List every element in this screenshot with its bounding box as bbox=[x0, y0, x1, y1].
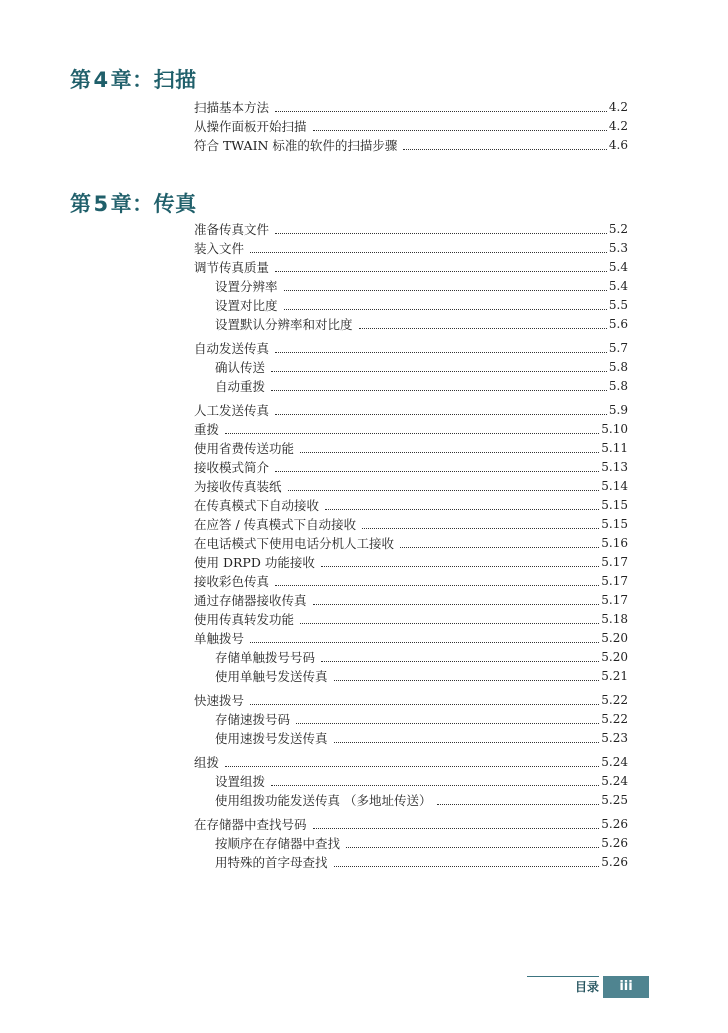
toc-subentry[interactable] bbox=[194, 294, 628, 313]
toc-page-number: 5.7 bbox=[608, 341, 628, 355]
dot-leader bbox=[271, 389, 607, 391]
chapter-suffix: 章： bbox=[110, 68, 154, 92]
toc-subentry[interactable] bbox=[194, 789, 628, 808]
toc-entry-title: 在传真模式下自动接收 bbox=[194, 498, 320, 513]
toc-entry[interactable] bbox=[194, 399, 628, 418]
toc-subentry[interactable] bbox=[194, 275, 628, 294]
toc-entry[interactable] bbox=[194, 570, 628, 589]
toc-page-number: 5.21 bbox=[601, 669, 628, 683]
toc-page-number: 5.6 bbox=[608, 317, 628, 331]
toc-page-number: 5.8 bbox=[608, 360, 628, 374]
dot-leader bbox=[284, 308, 607, 310]
toc-entry-title: 快速拨号 bbox=[194, 693, 245, 708]
toc-page-number: 5.14 bbox=[601, 479, 628, 493]
toc-entry[interactable] bbox=[194, 456, 628, 475]
dot-leader bbox=[334, 865, 600, 867]
chapter-prefix: 第 bbox=[70, 192, 92, 216]
dot-leader bbox=[250, 251, 607, 253]
toc-entry-title: 人工发送传真 bbox=[194, 403, 270, 418]
toc-subentry[interactable] bbox=[194, 646, 628, 665]
dot-leader bbox=[284, 289, 607, 291]
toc-entry-title: 准备传真文件 bbox=[194, 222, 270, 237]
toc-subentry[interactable] bbox=[194, 708, 628, 727]
toc-page-number: 5.26 bbox=[601, 836, 628, 850]
toc-entry[interactable] bbox=[194, 134, 628, 153]
toc-subentry[interactable] bbox=[194, 770, 628, 789]
toc-entry-title: 设置默认分辨率和对比度 bbox=[215, 317, 353, 332]
dot-leader bbox=[346, 846, 599, 848]
toc-entry[interactable] bbox=[194, 256, 628, 275]
toc-subentry[interactable] bbox=[194, 665, 628, 684]
toc-entry[interactable] bbox=[194, 513, 628, 532]
dot-leader bbox=[250, 641, 599, 643]
toc-page-number: 5.4 bbox=[608, 279, 628, 293]
toc-entry-title: 在存储器中查找号码 bbox=[194, 817, 307, 832]
dot-leader bbox=[275, 110, 607, 112]
chapter-suffix: 章： bbox=[110, 192, 154, 216]
toc-page-number: 5.5 bbox=[608, 298, 628, 312]
dot-leader bbox=[313, 827, 600, 829]
dot-leader bbox=[300, 451, 599, 453]
chapter-number: 5 bbox=[93, 192, 109, 216]
dot-leader bbox=[300, 622, 599, 624]
dot-leader bbox=[275, 232, 607, 234]
dot-leader bbox=[275, 351, 607, 353]
toc-entry[interactable] bbox=[194, 96, 628, 115]
dot-leader bbox=[275, 270, 607, 272]
dot-leader bbox=[271, 370, 607, 372]
toc-chapter-4 bbox=[194, 96, 628, 153]
dot-leader bbox=[275, 413, 607, 415]
toc-chapter-5 bbox=[194, 218, 628, 870]
toc-entry-title: 接收彩色传真 bbox=[194, 574, 270, 589]
toc-entry-title: 扫描基本方法 bbox=[194, 100, 270, 115]
toc-entry-title: 按顺序在存储器中查找 bbox=[215, 836, 341, 851]
toc-subentry[interactable] bbox=[194, 832, 628, 851]
toc-entry-title: 使用组拨功能发送传真 （多地址传送） bbox=[215, 793, 432, 808]
toc-page-number: 5.17 bbox=[601, 574, 628, 588]
dot-leader bbox=[288, 489, 600, 491]
toc-page-number: 5.4 bbox=[608, 260, 628, 274]
toc-entry[interactable] bbox=[194, 494, 628, 513]
toc-page-number: 5.16 bbox=[601, 536, 628, 550]
toc-page-number: 5.24 bbox=[601, 774, 628, 788]
dot-leader bbox=[275, 584, 599, 586]
dot-leader bbox=[225, 432, 599, 434]
toc-entry-title: 使用省费传送功能 bbox=[194, 441, 295, 456]
chapter-title: 扫描 bbox=[153, 68, 197, 92]
chapter-prefix: 第 bbox=[70, 68, 92, 92]
toc-page-number: 5.11 bbox=[601, 441, 628, 455]
toc-page-number: 4.2 bbox=[608, 100, 628, 114]
dot-leader bbox=[400, 546, 599, 548]
toc-page-number: 5.17 bbox=[601, 555, 628, 569]
toc-entry[interactable] bbox=[194, 751, 628, 770]
toc-entry-title: 组拨 bbox=[194, 755, 220, 770]
dot-leader bbox=[325, 508, 599, 510]
toc-entry[interactable] bbox=[194, 437, 628, 456]
toc-page-number: 5.15 bbox=[601, 498, 628, 512]
toc-entry-title: 用特殊的首字母查找 bbox=[215, 855, 328, 870]
toc-page-number: 4.2 bbox=[608, 119, 628, 133]
toc-entry-title: 自动重拨 bbox=[215, 379, 266, 394]
toc-entry-title: 设置对比度 bbox=[215, 298, 278, 313]
toc-entry-title: 重拨 bbox=[194, 422, 220, 437]
toc-entry-title: 符合 TWAIN 标准的软件的扫描步骤 bbox=[194, 138, 398, 153]
dot-leader bbox=[359, 327, 607, 329]
dot-leader bbox=[362, 527, 599, 529]
toc-page-number: 5.22 bbox=[601, 693, 628, 707]
toc-page-number: 5.24 bbox=[601, 755, 628, 769]
chapter-4-heading bbox=[70, 64, 197, 94]
toc-page-number: 5.2 bbox=[608, 222, 628, 236]
dot-leader bbox=[313, 129, 607, 131]
toc-page-number: 5.20 bbox=[601, 631, 628, 645]
toc-entry-title: 单触拨号 bbox=[194, 631, 245, 646]
toc-entry[interactable] bbox=[194, 608, 628, 627]
toc-page-number: 5.8 bbox=[608, 379, 628, 393]
dot-leader bbox=[225, 765, 599, 767]
dot-leader bbox=[437, 803, 599, 805]
toc-page-number: 5.15 bbox=[601, 517, 628, 531]
toc-entry-title: 从操作面板开始扫描 bbox=[194, 119, 307, 134]
toc-subentry[interactable] bbox=[194, 375, 628, 394]
toc-entry[interactable] bbox=[194, 237, 628, 256]
toc-subentry[interactable] bbox=[194, 727, 628, 746]
toc-page-number: 5.3 bbox=[608, 241, 628, 255]
toc-entry-title: 接收模式简介 bbox=[194, 460, 270, 475]
toc-entry[interactable] bbox=[194, 627, 628, 646]
toc-page-number: 5.17 bbox=[601, 593, 628, 607]
toc-entry-title: 装入文件 bbox=[194, 241, 245, 256]
toc-page-number: 5.25 bbox=[601, 793, 628, 807]
dot-leader bbox=[334, 679, 600, 681]
toc-subentry[interactable] bbox=[194, 313, 628, 332]
toc-entry-title: 存储单触拨号号码 bbox=[215, 650, 316, 665]
toc-entry-title: 在电话模式下使用电话分机人工接收 bbox=[194, 536, 395, 551]
footer-section-label: 目录 bbox=[574, 980, 599, 994]
toc-entry-title: 通过存储器接收传真 bbox=[194, 593, 307, 608]
chapter-5-heading bbox=[70, 188, 197, 218]
toc-page-number: 5.20 bbox=[601, 650, 628, 664]
toc-page-number: 5.26 bbox=[601, 855, 628, 869]
toc-page-number: 5.22 bbox=[601, 712, 628, 726]
toc-entry[interactable] bbox=[194, 115, 628, 134]
toc-entry-title: 调节传真质量 bbox=[194, 260, 270, 275]
toc-entry-title: 自动发送传真 bbox=[194, 341, 270, 356]
dot-leader bbox=[275, 470, 599, 472]
toc-page-number: 5.9 bbox=[608, 403, 628, 417]
toc-entry-title: 使用传真转发功能 bbox=[194, 612, 295, 627]
dot-leader bbox=[321, 660, 599, 662]
toc-entry-title: 使用 DRPD 功能接收 bbox=[194, 555, 315, 570]
footer-rule bbox=[527, 976, 599, 977]
toc-entry[interactable] bbox=[194, 532, 628, 551]
dot-leader bbox=[321, 565, 599, 567]
toc-page-number: 5.23 bbox=[601, 731, 628, 745]
toc-entry-title: 设置组拨 bbox=[215, 774, 266, 789]
toc-page-number: 5.26 bbox=[601, 817, 628, 831]
toc-entry-title: 设置分辨率 bbox=[215, 279, 278, 294]
chapter-title: 传真 bbox=[153, 192, 197, 216]
toc-entry[interactable] bbox=[194, 589, 628, 608]
toc-subentry[interactable] bbox=[194, 851, 628, 870]
toc-entry[interactable] bbox=[194, 337, 628, 356]
toc-entry[interactable] bbox=[194, 475, 628, 494]
toc-entry[interactable] bbox=[194, 218, 628, 237]
toc-entry-title: 为接收传真装纸 bbox=[194, 479, 282, 494]
toc-entry[interactable] bbox=[194, 418, 628, 437]
toc-entry[interactable] bbox=[194, 813, 628, 832]
toc-entry-title: 在应答 / 传真模式下自动接收 bbox=[194, 517, 357, 532]
toc-page-number: 5.10 bbox=[601, 422, 628, 436]
toc-entry-title: 存储速拨号码 bbox=[215, 712, 291, 727]
footer-page-number: iii bbox=[603, 976, 649, 998]
dot-leader bbox=[334, 741, 600, 743]
toc-entry-title: 使用速拨号发送传真 bbox=[215, 731, 328, 746]
toc-page-number: 5.13 bbox=[601, 460, 628, 474]
dot-leader bbox=[250, 703, 599, 705]
toc-page-number: 5.18 bbox=[601, 612, 628, 626]
toc-entry-title: 使用单触号发送传真 bbox=[215, 669, 328, 684]
dot-leader bbox=[313, 603, 600, 605]
dot-leader bbox=[296, 722, 599, 724]
dot-leader bbox=[403, 148, 606, 150]
toc-entry[interactable] bbox=[194, 689, 628, 708]
toc-entry-title: 确认传送 bbox=[215, 360, 266, 375]
chapter-number: 4 bbox=[93, 68, 109, 92]
toc-page-number: 4.6 bbox=[608, 138, 628, 152]
dot-leader bbox=[271, 784, 599, 786]
toc-entry[interactable] bbox=[194, 551, 628, 570]
toc-subentry[interactable] bbox=[194, 356, 628, 375]
